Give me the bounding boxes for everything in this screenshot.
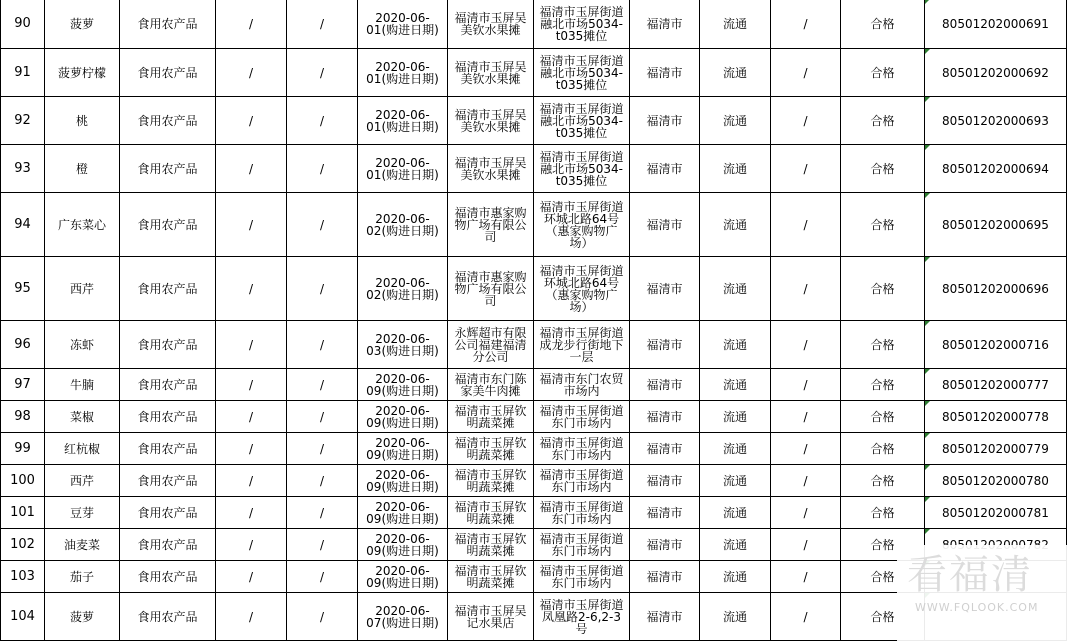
city-field: 福清市 <box>630 433 700 465</box>
sample-code: 80501202000694 <box>925 145 1067 193</box>
sampled-company: 福清市玉屏钦 明蔬菜摊 <box>448 433 534 465</box>
city-field: 福清市 <box>630 401 700 433</box>
other-field: / <box>771 49 841 97</box>
company-address: 福清市玉屏街道 融北市场5034- t035摊位 <box>534 49 630 97</box>
other-field: / <box>771 321 841 369</box>
product-category: 食用农产品 <box>120 257 216 321</box>
brand-field: / <box>287 193 358 257</box>
spec-field: / <box>216 497 287 529</box>
sample-code: 80501202000696 <box>925 257 1067 321</box>
sampling-stage: 流通 <box>700 369 771 401</box>
brand-field: / <box>287 0 358 49</box>
product-name: 广东菜心 <box>45 193 120 257</box>
sample-code: 80501202000781 <box>925 497 1067 529</box>
result-field: 合格 <box>841 97 925 145</box>
city-field: 福清市 <box>630 561 700 593</box>
site-watermark <box>897 545 1067 643</box>
sampled-company: 福清市惠家购 物广场有限公 司 <box>448 257 534 321</box>
row-number: 96 <box>1 321 45 369</box>
purchase-date: 2020-06- 02(购进日期) <box>358 257 448 321</box>
brand-field: / <box>287 401 358 433</box>
brand-field: / <box>287 497 358 529</box>
product-name: 红杭椒 <box>45 433 120 465</box>
sampling-stage: 流通 <box>700 433 771 465</box>
other-field: / <box>771 257 841 321</box>
product-category: 食用农产品 <box>120 593 216 641</box>
result-field: 合格 <box>841 593 925 641</box>
table-row <box>1 497 1067 529</box>
city-field: 福清市 <box>630 145 700 193</box>
brand-field: / <box>287 97 358 145</box>
row-number: 104 <box>1 593 45 641</box>
sampled-company: 福清市玉屏吴 美钦水果摊 <box>448 49 534 97</box>
sampling-stage: 流通 <box>700 321 771 369</box>
spec-field: / <box>216 0 287 49</box>
result-field: 合格 <box>841 0 925 49</box>
city-field: 福清市 <box>630 529 700 561</box>
purchase-date: 2020-06- 01(购进日期) <box>358 145 448 193</box>
spec-field: / <box>216 145 287 193</box>
sampling-stage: 流通 <box>700 193 771 257</box>
sampling-stage: 流通 <box>700 465 771 497</box>
city-field: 福清市 <box>630 257 700 321</box>
result-field: 合格 <box>841 465 925 497</box>
brand-field: / <box>287 49 358 97</box>
result-field: 合格 <box>841 401 925 433</box>
result-field: 合格 <box>841 369 925 401</box>
sampled-company: 福清市玉屏吴 记水果店 <box>448 593 534 641</box>
purchase-date: 2020-06- 03(购进日期) <box>358 321 448 369</box>
product-name: 冻虾 <box>45 321 120 369</box>
company-address: 福清市玉屏街道 东门市场内 <box>534 465 630 497</box>
product-name: 油麦菜 <box>45 529 120 561</box>
product-category: 食用农产品 <box>120 321 216 369</box>
purchase-date: 2020-06- 09(购进日期) <box>358 561 448 593</box>
spec-field: / <box>216 369 287 401</box>
sampling-stage: 流通 <box>700 97 771 145</box>
table-row <box>1 97 1067 145</box>
sample-code: 80501202000716 <box>925 321 1067 369</box>
table-row <box>1 465 1067 497</box>
company-address: 福清市玉屏街道 东门市场内 <box>534 561 630 593</box>
spec-field: / <box>216 193 287 257</box>
spec-field: / <box>216 97 287 145</box>
company-address: 福清市玉屏街道 凤凰路2-6,2-3 号 <box>534 593 630 641</box>
purchase-date: 2020-06- 09(购进日期) <box>358 497 448 529</box>
table-row <box>1 49 1067 97</box>
company-address: 福清市玉屏街道 东门市场内 <box>534 529 630 561</box>
brand-field: / <box>287 145 358 193</box>
row-number: 98 <box>1 401 45 433</box>
city-field: 福清市 <box>630 497 700 529</box>
other-field: / <box>771 369 841 401</box>
row-number: 103 <box>1 561 45 593</box>
sampling-stage: 流通 <box>700 593 771 641</box>
city-field: 福清市 <box>630 0 700 49</box>
brand-field: / <box>287 529 358 561</box>
result-field: 合格 <box>841 529 925 561</box>
company-address: 福清市玉屏街道 成龙步行街地下 一层 <box>534 321 630 369</box>
sampled-company: 福清市惠家购 物广场有限公 司 <box>448 193 534 257</box>
product-name: 菜椒 <box>45 401 120 433</box>
purchase-date: 2020-06- 09(购进日期) <box>358 369 448 401</box>
sampled-company: 福清市玉屏吴 美钦水果摊 <box>448 145 534 193</box>
other-field: / <box>771 97 841 145</box>
result-field: 合格 <box>841 561 925 593</box>
brand-field: / <box>287 369 358 401</box>
result-field: 合格 <box>841 497 925 529</box>
company-address: 福清市东门农贸 市场内 <box>534 369 630 401</box>
brand-field: / <box>287 433 358 465</box>
table-row <box>1 321 1067 369</box>
brand-field: / <box>287 593 358 641</box>
other-field: / <box>771 401 841 433</box>
other-field: / <box>771 561 841 593</box>
table-row <box>1 369 1067 401</box>
sampling-stage: 流通 <box>700 145 771 193</box>
sampling-stage: 流通 <box>700 497 771 529</box>
product-category: 食用农产品 <box>120 0 216 49</box>
company-address: 福清市玉屏街道 东门市场内 <box>534 497 630 529</box>
product-name: 菠萝柠檬 <box>45 49 120 97</box>
company-address: 福清市玉屏街道 东门市场内 <box>534 433 630 465</box>
other-field: / <box>771 497 841 529</box>
table-row <box>1 145 1067 193</box>
brand-field: / <box>287 561 358 593</box>
city-field: 福清市 <box>630 49 700 97</box>
table-row <box>1 401 1067 433</box>
other-field: / <box>771 529 841 561</box>
purchase-date: 2020-06- 01(购进日期) <box>358 0 448 49</box>
purchase-date: 2020-06- 09(购进日期) <box>358 465 448 497</box>
product-category: 食用农产品 <box>120 193 216 257</box>
spec-field: / <box>216 257 287 321</box>
sampling-stage: 流通 <box>700 401 771 433</box>
purchase-date: 2020-06- 01(购进日期) <box>358 49 448 97</box>
product-name: 菠萝 <box>45 593 120 641</box>
table-row <box>1 433 1067 465</box>
result-field: 合格 <box>841 49 925 97</box>
product-name: 桃 <box>45 97 120 145</box>
sampled-company: 永辉超市有限 公司福建福清 分公司 <box>448 321 534 369</box>
spec-field: / <box>216 433 287 465</box>
other-field: / <box>771 433 841 465</box>
company-address: 福清市玉屏街道 环城北路64号 （惠家购物广 场） <box>534 193 630 257</box>
row-number: 91 <box>1 49 45 97</box>
company-address: 福清市玉屏街道 融北市场5034- t035摊位 <box>534 0 630 49</box>
row-number: 92 <box>1 97 45 145</box>
result-field: 合格 <box>841 145 925 193</box>
product-name: 菠萝 <box>45 0 120 49</box>
table-row <box>1 0 1067 49</box>
spec-field: / <box>216 593 287 641</box>
brand-field: / <box>287 257 358 321</box>
sampled-company: 福清市玉屏钦 明蔬菜摊 <box>448 497 534 529</box>
product-category: 食用农产品 <box>120 369 216 401</box>
spec-field: / <box>216 561 287 593</box>
product-name: 牛腩 <box>45 369 120 401</box>
sampled-company: 福清市玉屏吴 美钦水果摊 <box>448 0 534 49</box>
city-field: 福清市 <box>630 369 700 401</box>
sample-code: 80501202000778 <box>925 401 1067 433</box>
product-name: 橙 <box>45 145 120 193</box>
sample-code: 80501202000777 <box>925 369 1067 401</box>
product-category: 食用农产品 <box>120 49 216 97</box>
company-address: 福清市玉屏街道 东门市场内 <box>534 401 630 433</box>
purchase-date: 2020-06- 09(购进日期) <box>358 401 448 433</box>
product-category: 食用农产品 <box>120 433 216 465</box>
product-name: 豆芽 <box>45 497 120 529</box>
result-field: 合格 <box>841 257 925 321</box>
product-category: 食用农产品 <box>120 97 216 145</box>
spec-field: / <box>216 465 287 497</box>
row-number: 90 <box>1 0 45 49</box>
product-name: 茄子 <box>45 561 120 593</box>
product-category: 食用农产品 <box>120 401 216 433</box>
brand-field: / <box>287 465 358 497</box>
other-field: / <box>771 465 841 497</box>
result-field: 合格 <box>841 193 925 257</box>
sample-code: 80501202000780 <box>925 465 1067 497</box>
sampled-company: 福清市玉屏钦 明蔬菜摊 <box>448 529 534 561</box>
other-field: / <box>771 0 841 49</box>
sampled-company: 福清市玉屏钦 明蔬菜摊 <box>448 465 534 497</box>
product-category: 食用农产品 <box>120 465 216 497</box>
sampled-company: 福清市东门陈 家美牛肉摊 <box>448 369 534 401</box>
brand-field: / <box>287 321 358 369</box>
sampling-stage: 流通 <box>700 0 771 49</box>
sampling-stage: 流通 <box>700 257 771 321</box>
sampling-stage: 流通 <box>700 561 771 593</box>
purchase-date: 2020-06- 01(购进日期) <box>358 97 448 145</box>
company-address: 福清市玉屏街道 融北市场5034- t035摊位 <box>534 97 630 145</box>
product-category: 食用农产品 <box>120 561 216 593</box>
sample-code: 80501202000695 <box>925 193 1067 257</box>
spec-field: / <box>216 401 287 433</box>
watermark-url: WWW.FQLOOK.COM <box>915 601 1039 614</box>
city-field: 福清市 <box>630 97 700 145</box>
row-number: 100 <box>1 465 45 497</box>
row-number: 102 <box>1 529 45 561</box>
result-field: 合格 <box>841 433 925 465</box>
row-number: 94 <box>1 193 45 257</box>
sampling-stage: 流通 <box>700 529 771 561</box>
city-field: 福清市 <box>630 321 700 369</box>
purchase-date: 2020-06- 09(购进日期) <box>358 529 448 561</box>
company-address: 福清市玉屏街道 融北市场5034- t035摊位 <box>534 145 630 193</box>
sampled-company: 福清市玉屏钦 明蔬菜摊 <box>448 401 534 433</box>
purchase-date: 2020-06- 09(购进日期) <box>358 433 448 465</box>
company-address: 福清市玉屏街道 环城北路64号 （惠家购物广 场） <box>534 257 630 321</box>
purchase-date: 2020-06- 02(购进日期) <box>358 193 448 257</box>
sampled-company: 福清市玉屏钦 明蔬菜摊 <box>448 561 534 593</box>
sample-code: 80501202000779 <box>925 433 1067 465</box>
sampled-company: 福清市玉屏吴 美钦水果摊 <box>448 97 534 145</box>
result-field: 合格 <box>841 321 925 369</box>
product-name: 西芹 <box>45 257 120 321</box>
product-category: 食用农产品 <box>120 529 216 561</box>
row-number: 93 <box>1 145 45 193</box>
table-row <box>1 193 1067 257</box>
row-number: 97 <box>1 369 45 401</box>
city-field: 福清市 <box>630 593 700 641</box>
sample-code: 80501202000692 <box>925 49 1067 97</box>
spec-field: / <box>216 49 287 97</box>
row-number: 99 <box>1 433 45 465</box>
sampling-stage: 流通 <box>700 49 771 97</box>
product-name: 西芹 <box>45 465 120 497</box>
spec-field: / <box>216 321 287 369</box>
other-field: / <box>771 145 841 193</box>
row-number: 95 <box>1 257 45 321</box>
city-field: 福清市 <box>630 193 700 257</box>
other-field: / <box>771 593 841 641</box>
row-number: 101 <box>1 497 45 529</box>
spec-field: / <box>216 529 287 561</box>
watermark-title: 看福清 <box>907 552 1033 598</box>
city-field: 福清市 <box>630 465 700 497</box>
sample-code: 80501202000691 <box>925 0 1067 49</box>
product-category: 食用农产品 <box>120 145 216 193</box>
table-row <box>1 257 1067 321</box>
other-field: / <box>771 193 841 257</box>
sample-code: 80501202000693 <box>925 97 1067 145</box>
purchase-date: 2020-06- 07(购进日期) <box>358 593 448 641</box>
product-category: 食用农产品 <box>120 497 216 529</box>
